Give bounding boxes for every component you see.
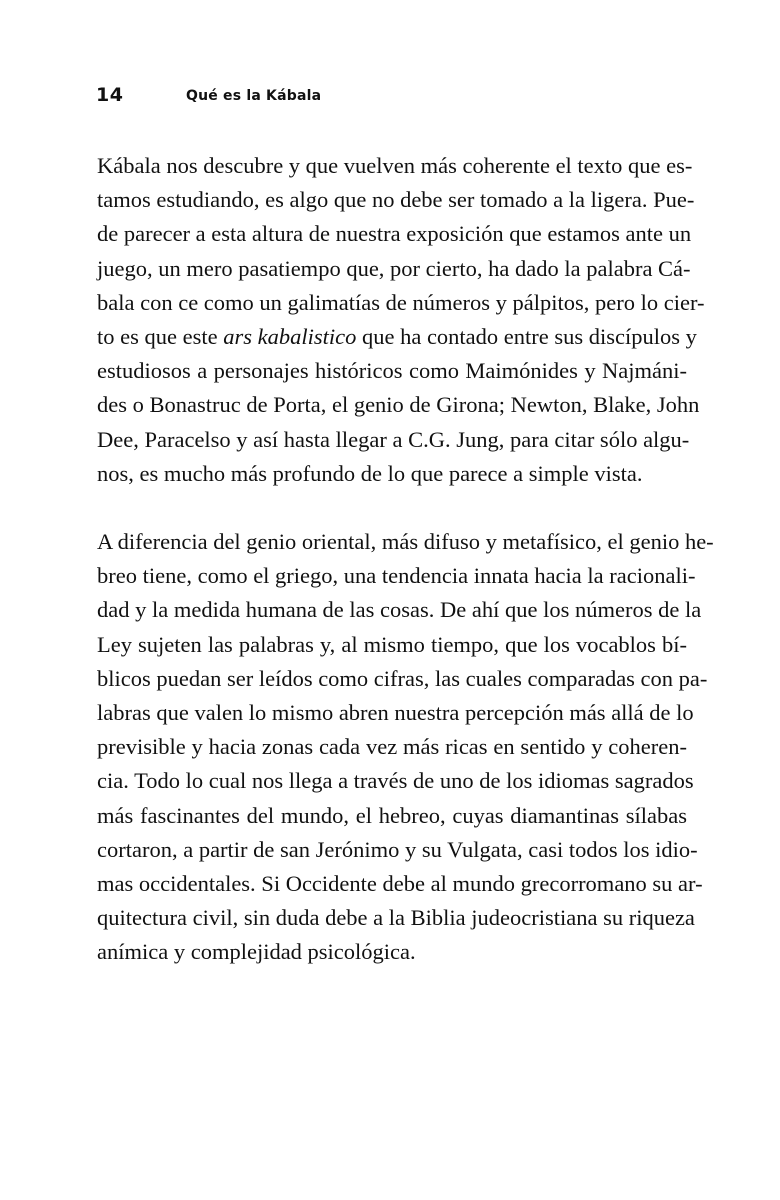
text-line: A diferencia del genio oriental, más difuso y metafísico, el genio he-: [97, 529, 714, 555]
text-line: bala con ce como un galimatías de números y pálpitos, pero lo cier-: [97, 289, 705, 315]
text-line: blicos puedan ser leídos como cifras, las cuales comparadas con pa-: [97, 665, 708, 691]
page-number: 14: [96, 84, 124, 106]
paragraph-1: [97, 149, 705, 491]
text-line: dad y la medida humana de las cosas. De ahí que los números de la: [97, 597, 702, 623]
text-line: cia. Todo lo cual nos llega a través de uno de los idiomas sagrados: [97, 768, 694, 794]
body-text: [97, 149, 714, 970]
text-line: [97, 320, 697, 354]
text-line: Dee, Paracelso y así hasta llegar a C.G. Jung, para citar sólo algu-: [97, 426, 690, 452]
text-line: Ley sujeten las palabras y, al mismo tiempo, que los vocablos bí-: [97, 631, 687, 657]
paragraph-spacer: [97, 491, 687, 525]
text-line: anímica y complejidad psicológica.: [97, 939, 416, 965]
text-line: tamos estudiando, es algo que no debe ser tomado a la ligera. Pue-: [97, 187, 695, 213]
text-line: más fascinantes del mundo, el hebreo, cuyas diamantinas sílabas: [97, 802, 687, 828]
italic-term: ars kabalistico: [223, 323, 357, 349]
text-run: to es que este: [97, 323, 224, 349]
paragraph-2: [97, 525, 714, 969]
text-line: de parecer a esta altura de nuestra exposición que estamos ante un: [97, 221, 692, 247]
running-head: [96, 82, 696, 110]
text-line: cortaron, a partir de san Jerónimo y su Vulgata, casi todos los idio-: [97, 836, 698, 862]
text-run: que ha contado entre sus discípulos y: [356, 323, 697, 349]
text-line: Kábala nos descubre y que vuelven más coherente el texto que es-: [97, 153, 693, 178]
text-line: breo tiene, como el griego, una tendencia innata hacia la racionali-: [97, 563, 696, 589]
text-line: estudiosos a personajes históricos como Maimónides y Najmáni-: [97, 358, 687, 384]
text-line: previsible y hacia zonas cada vez más ricas en sentido y coheren-: [97, 734, 687, 760]
text-line: nos, es mucho más profundo de lo que parece a simple vista.: [97, 460, 643, 486]
text-line: juego, un mero pasatiempo que, por cierto, ha dado la palabra Cá-: [97, 255, 691, 281]
text-line: quitectura civil, sin duda debe a la Biblia judeocristiana su riqueza: [97, 905, 695, 931]
text-line: labras que valen lo mismo abren nuestra percepción más allá de lo: [97, 700, 694, 725]
book-title: Qué es la Kábala: [186, 88, 322, 104]
text-line: mas occidentales. Si Occidente debe al mundo grecorromano su ar-: [97, 870, 703, 896]
text-line: des o Bonastruc de Porta, el genio de Girona; Newton, Blake, John: [97, 392, 700, 418]
